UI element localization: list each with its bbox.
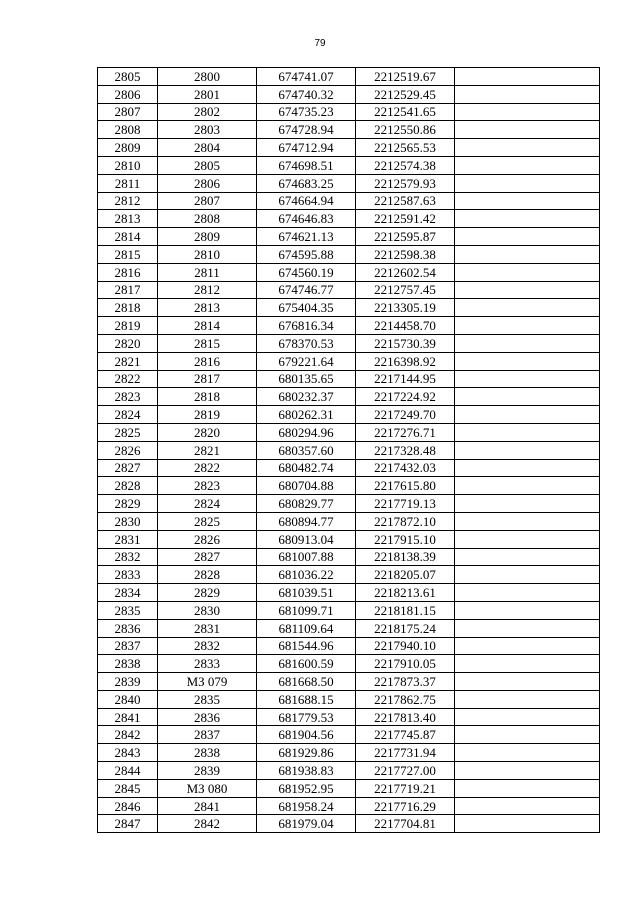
table-row [98, 406, 600, 424]
y-coordinate-cell: 2217704.81 [356, 815, 455, 833]
y-coordinate-cell: 2217862.75 [356, 690, 455, 708]
point-id-cell: 2811 [158, 263, 257, 281]
row-number-cell: 2827 [98, 459, 158, 477]
y-coordinate-cell: 2217144.95 [356, 370, 455, 388]
point-id-cell: 2823 [158, 477, 257, 495]
x-coordinate-cell: 681600.59 [257, 655, 356, 673]
x-coordinate-cell: 678370.53 [257, 334, 356, 352]
table-row [98, 370, 600, 388]
y-coordinate-cell: 2212757.45 [356, 281, 455, 299]
x-coordinate-cell: 674664.94 [257, 192, 356, 210]
x-coordinate-cell: 680913.04 [257, 530, 356, 548]
row-number-cell: 2822 [98, 370, 158, 388]
note-cell [455, 317, 600, 335]
point-id-cell: 2816 [158, 352, 257, 370]
point-id-cell: 2807 [158, 192, 257, 210]
note-cell [455, 334, 600, 352]
y-coordinate-cell: 2218181.15 [356, 601, 455, 619]
row-number-cell: 2813 [98, 210, 158, 228]
x-coordinate-cell: 680357.60 [257, 441, 356, 459]
y-coordinate-cell: 2217716.29 [356, 797, 455, 815]
note-cell [455, 601, 600, 619]
point-id-cell: 2801 [158, 85, 257, 103]
y-coordinate-cell: 2217910.05 [356, 655, 455, 673]
y-coordinate-cell: 2217249.70 [356, 406, 455, 424]
note-cell [455, 512, 600, 530]
table-row [98, 762, 600, 780]
y-coordinate-cell: 2217328.48 [356, 441, 455, 459]
x-coordinate-cell: 674728.94 [257, 121, 356, 139]
y-coordinate-cell: 2217432.03 [356, 459, 455, 477]
table-row [98, 388, 600, 406]
x-coordinate-cell: 681779.53 [257, 708, 356, 726]
note-cell [455, 815, 600, 833]
table-row [98, 779, 600, 797]
row-number-cell: 2820 [98, 334, 158, 352]
y-coordinate-cell: 2217615.80 [356, 477, 455, 495]
x-coordinate-cell: 680135.65 [257, 370, 356, 388]
x-coordinate-cell: 680704.88 [257, 477, 356, 495]
table-row [98, 263, 600, 281]
point-id-cell: 2812 [158, 281, 257, 299]
note-cell [455, 459, 600, 477]
coordinates-table-body [98, 68, 600, 833]
table-row [98, 192, 600, 210]
x-coordinate-cell: 680482.74 [257, 459, 356, 477]
note-cell [455, 192, 600, 210]
row-number-cell: 2814 [98, 228, 158, 246]
row-number-cell: 2836 [98, 619, 158, 637]
table-row [98, 584, 600, 602]
table-row [98, 726, 600, 744]
note-cell [455, 744, 600, 762]
note-cell [455, 566, 600, 584]
row-number-cell: 2809 [98, 139, 158, 157]
y-coordinate-cell: 2217731.94 [356, 744, 455, 762]
point-id-cell: 2800 [158, 68, 257, 86]
y-coordinate-cell: 2217719.21 [356, 779, 455, 797]
y-coordinate-cell: 2212541.65 [356, 103, 455, 121]
y-coordinate-cell: 2216398.92 [356, 352, 455, 370]
point-id-cell: 2824 [158, 495, 257, 513]
y-coordinate-cell: 2212550.86 [356, 121, 455, 139]
x-coordinate-cell: 681036.22 [257, 566, 356, 584]
y-coordinate-cell: 2212519.67 [356, 68, 455, 86]
point-id-cell: 2806 [158, 174, 257, 192]
row-number-cell: 2843 [98, 744, 158, 762]
x-coordinate-cell: 674740.32 [257, 85, 356, 103]
table-row [98, 174, 600, 192]
point-id-cell: 2833 [158, 655, 257, 673]
point-id-cell: 2839 [158, 762, 257, 780]
note-cell [455, 370, 600, 388]
x-coordinate-cell: 680262.31 [257, 406, 356, 424]
row-number-cell: 2807 [98, 103, 158, 121]
table-row [98, 68, 600, 86]
row-number-cell: 2846 [98, 797, 158, 815]
note-cell [455, 263, 600, 281]
point-id-cell: 2829 [158, 584, 257, 602]
y-coordinate-cell: 2217872.10 [356, 512, 455, 530]
note-cell [455, 85, 600, 103]
row-number-cell: 2805 [98, 68, 158, 86]
y-coordinate-cell: 2217745.87 [356, 726, 455, 744]
x-coordinate-cell: 680829.77 [257, 495, 356, 513]
x-coordinate-cell: 674746.77 [257, 281, 356, 299]
note-cell [455, 779, 600, 797]
x-coordinate-cell: 679221.64 [257, 352, 356, 370]
point-id-cell: 2803 [158, 121, 257, 139]
y-coordinate-cell: 2212574.38 [356, 156, 455, 174]
row-number-cell: 2826 [98, 441, 158, 459]
point-id-cell: 2813 [158, 299, 257, 317]
point-id-cell: 2814 [158, 317, 257, 335]
table-row [98, 334, 600, 352]
table-row [98, 441, 600, 459]
x-coordinate-cell: 680894.77 [257, 512, 356, 530]
point-id-cell: 2836 [158, 708, 257, 726]
note-cell [455, 762, 600, 780]
note-cell [455, 441, 600, 459]
row-number-cell: 2812 [98, 192, 158, 210]
note-cell [455, 584, 600, 602]
table-row [98, 512, 600, 530]
point-id-cell: 2830 [158, 601, 257, 619]
table-row [98, 139, 600, 157]
y-coordinate-cell: 2217813.40 [356, 708, 455, 726]
x-coordinate-cell: 674698.51 [257, 156, 356, 174]
x-coordinate-cell: 674646.83 [257, 210, 356, 228]
table-row [98, 281, 600, 299]
note-cell [455, 245, 600, 263]
x-coordinate-cell: 681688.15 [257, 690, 356, 708]
x-coordinate-cell: 681938.83 [257, 762, 356, 780]
point-id-cell: 2827 [158, 548, 257, 566]
y-coordinate-cell: 2217224.92 [356, 388, 455, 406]
point-id-cell: 2819 [158, 406, 257, 424]
row-number-cell: 2833 [98, 566, 158, 584]
y-coordinate-cell: 2212591.42 [356, 210, 455, 228]
row-number-cell: 2823 [98, 388, 158, 406]
y-coordinate-cell: 2217915.10 [356, 530, 455, 548]
note-cell [455, 655, 600, 673]
table-row [98, 352, 600, 370]
note-cell [455, 406, 600, 424]
table-row [98, 673, 600, 691]
note-cell [455, 477, 600, 495]
row-number-cell: 2840 [98, 690, 158, 708]
y-coordinate-cell: 2212529.45 [356, 85, 455, 103]
point-id-cell: 2822 [158, 459, 257, 477]
note-cell [455, 726, 600, 744]
point-id-cell: 2817 [158, 370, 257, 388]
row-number-cell: 2832 [98, 548, 158, 566]
page-number: 79 [314, 38, 326, 49]
y-coordinate-cell: 2214458.70 [356, 317, 455, 335]
y-coordinate-cell: 2217873.37 [356, 673, 455, 691]
point-id-cell: 2810 [158, 245, 257, 263]
note-cell [455, 690, 600, 708]
note-cell [455, 281, 600, 299]
row-number-cell: 2838 [98, 655, 158, 673]
row-number-cell: 2830 [98, 512, 158, 530]
x-coordinate-cell: 675404.35 [257, 299, 356, 317]
row-number-cell: 2845 [98, 779, 158, 797]
y-coordinate-cell: 2217276.71 [356, 423, 455, 441]
table-row [98, 744, 600, 762]
x-coordinate-cell: 681109.64 [257, 619, 356, 637]
y-coordinate-cell: 2212598.38 [356, 245, 455, 263]
note-cell [455, 495, 600, 513]
point-id-cell: 2841 [158, 797, 257, 815]
point-id-cell: 2809 [158, 228, 257, 246]
note-cell [455, 619, 600, 637]
row-number-cell: 2818 [98, 299, 158, 317]
point-id-cell: 2838 [158, 744, 257, 762]
row-number-cell: 2842 [98, 726, 158, 744]
row-number-cell: 2839 [98, 673, 158, 691]
note-cell [455, 103, 600, 121]
y-coordinate-cell: 2215730.39 [356, 334, 455, 352]
table-row [98, 121, 600, 139]
x-coordinate-cell: 674683.25 [257, 174, 356, 192]
y-coordinate-cell: 2218213.61 [356, 584, 455, 602]
y-coordinate-cell: 2212587.63 [356, 192, 455, 210]
point-id-cell: 2831 [158, 619, 257, 637]
table-row [98, 619, 600, 637]
note-cell [455, 228, 600, 246]
row-number-cell: 2808 [98, 121, 158, 139]
y-coordinate-cell: 2218205.07 [356, 566, 455, 584]
row-number-cell: 2847 [98, 815, 158, 833]
note-cell [455, 352, 600, 370]
point-id-cell: 2825 [158, 512, 257, 530]
point-id-cell: 2837 [158, 726, 257, 744]
note-cell [455, 388, 600, 406]
y-coordinate-cell: 2212595.87 [356, 228, 455, 246]
x-coordinate-cell: 680232.37 [257, 388, 356, 406]
row-number-cell: 2835 [98, 601, 158, 619]
x-coordinate-cell: 674595.88 [257, 245, 356, 263]
table-row [98, 566, 600, 584]
note-cell [455, 121, 600, 139]
point-id-cell: 2815 [158, 334, 257, 352]
x-coordinate-cell: 676816.34 [257, 317, 356, 335]
point-id-cell: 2821 [158, 441, 257, 459]
point-id-cell: 2835 [158, 690, 257, 708]
row-number-cell: 2831 [98, 530, 158, 548]
table-row [98, 85, 600, 103]
point-id-cell: 2826 [158, 530, 257, 548]
y-coordinate-cell: 2217719.13 [356, 495, 455, 513]
point-id-cell: 2808 [158, 210, 257, 228]
x-coordinate-cell: 681544.96 [257, 637, 356, 655]
note-cell [455, 68, 600, 86]
note-cell [455, 548, 600, 566]
x-coordinate-cell: 681007.88 [257, 548, 356, 566]
y-coordinate-cell: 2212565.53 [356, 139, 455, 157]
table-row [98, 690, 600, 708]
row-number-cell: 2816 [98, 263, 158, 281]
note-cell [455, 708, 600, 726]
row-number-cell: 2841 [98, 708, 158, 726]
table-row [98, 477, 600, 495]
x-coordinate-cell: 674621.13 [257, 228, 356, 246]
x-coordinate-cell: 674741.07 [257, 68, 356, 86]
x-coordinate-cell: 681668.50 [257, 673, 356, 691]
table-row [98, 708, 600, 726]
x-coordinate-cell: 681904.56 [257, 726, 356, 744]
x-coordinate-cell: 674735.23 [257, 103, 356, 121]
y-coordinate-cell: 2212579.93 [356, 174, 455, 192]
row-number-cell: 2821 [98, 352, 158, 370]
note-cell [455, 210, 600, 228]
table-row [98, 210, 600, 228]
point-id-cell: 2804 [158, 139, 257, 157]
row-number-cell: 2829 [98, 495, 158, 513]
y-coordinate-cell: 2218175.24 [356, 619, 455, 637]
y-coordinate-cell: 2218138.39 [356, 548, 455, 566]
table-row [98, 655, 600, 673]
x-coordinate-cell: 681929.86 [257, 744, 356, 762]
table-row [98, 601, 600, 619]
x-coordinate-cell: 681039.51 [257, 584, 356, 602]
row-number-cell: 2806 [98, 85, 158, 103]
note-cell [455, 174, 600, 192]
x-coordinate-cell: 681099.71 [257, 601, 356, 619]
point-id-cell: МЗ 080 [158, 779, 257, 797]
point-id-cell: 2820 [158, 423, 257, 441]
row-number-cell: 2819 [98, 317, 158, 335]
row-number-cell: 2824 [98, 406, 158, 424]
table-row [98, 637, 600, 655]
note-cell [455, 299, 600, 317]
note-cell [455, 423, 600, 441]
point-id-cell: 2818 [158, 388, 257, 406]
row-number-cell: 2828 [98, 477, 158, 495]
row-number-cell: 2810 [98, 156, 158, 174]
row-number-cell: 2825 [98, 423, 158, 441]
row-number-cell: 2811 [98, 174, 158, 192]
point-id-cell: 2828 [158, 566, 257, 584]
x-coordinate-cell: 674560.19 [257, 263, 356, 281]
table-row [98, 797, 600, 815]
note-cell [455, 673, 600, 691]
table-row [98, 245, 600, 263]
table-row [98, 299, 600, 317]
note-cell [455, 156, 600, 174]
note-cell [455, 637, 600, 655]
x-coordinate-cell: 674712.94 [257, 139, 356, 157]
x-coordinate-cell: 681958.24 [257, 797, 356, 815]
y-coordinate-cell: 2213305.19 [356, 299, 455, 317]
x-coordinate-cell: 681979.04 [257, 815, 356, 833]
x-coordinate-cell: 680294.96 [257, 423, 356, 441]
point-id-cell: 2832 [158, 637, 257, 655]
table-row [98, 815, 600, 833]
table-row [98, 317, 600, 335]
y-coordinate-cell: 2217727.00 [356, 762, 455, 780]
point-id-cell: 2805 [158, 156, 257, 174]
point-id-cell: 2802 [158, 103, 257, 121]
row-number-cell: 2815 [98, 245, 158, 263]
table-row [98, 548, 600, 566]
coordinates-table [97, 67, 600, 833]
point-id-cell: МЗ 079 [158, 673, 257, 691]
note-cell [455, 530, 600, 548]
table-row [98, 495, 600, 513]
y-coordinate-cell: 2212602.54 [356, 263, 455, 281]
table-row [98, 459, 600, 477]
table-row [98, 228, 600, 246]
point-id-cell: 2842 [158, 815, 257, 833]
table-row [98, 103, 600, 121]
row-number-cell: 2834 [98, 584, 158, 602]
x-coordinate-cell: 681952.95 [257, 779, 356, 797]
table-row [98, 156, 600, 174]
note-cell [455, 797, 600, 815]
row-number-cell: 2817 [98, 281, 158, 299]
row-number-cell: 2844 [98, 762, 158, 780]
note-cell [455, 139, 600, 157]
table-row [98, 530, 600, 548]
y-coordinate-cell: 2217940.10 [356, 637, 455, 655]
row-number-cell: 2837 [98, 637, 158, 655]
table-row [98, 423, 600, 441]
